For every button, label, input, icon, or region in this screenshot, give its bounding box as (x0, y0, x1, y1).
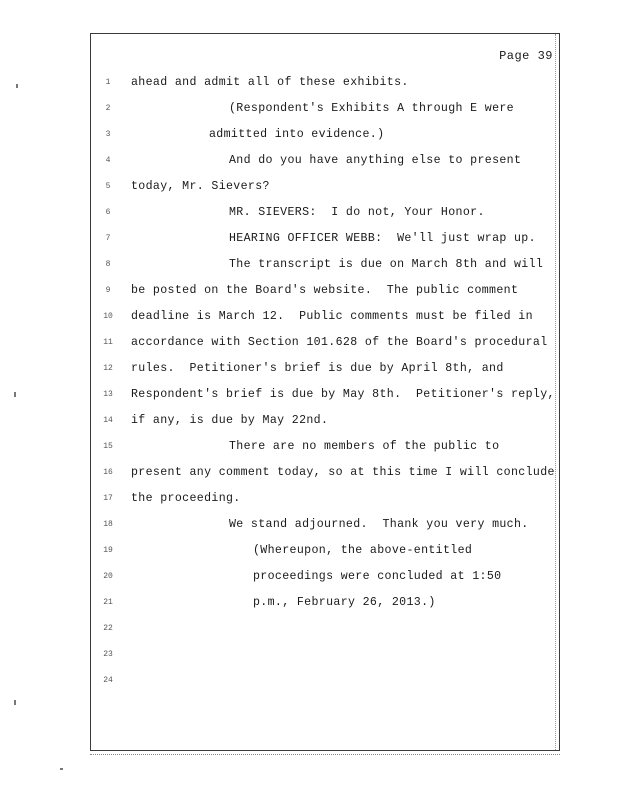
line-number: 5 (105, 182, 111, 191)
line-number: 9 (105, 286, 111, 295)
line-number: 23 (103, 650, 113, 659)
transcript-line (91, 674, 561, 690)
transcript-line (91, 154, 561, 170)
transcript-line (91, 570, 561, 586)
transcript-line (91, 336, 561, 352)
transcript-line (91, 362, 561, 378)
line-text: And do you have anything else to present (229, 154, 522, 167)
transcript-line (91, 648, 561, 664)
line-text: today, Mr. Sievers? (131, 180, 270, 193)
transcript-line (91, 258, 561, 274)
line-text: rules. Petitioner's brief is due by April 8th, and (131, 362, 504, 375)
line-text: p.m., February 26, 2013.) (253, 596, 436, 609)
line-number: 4 (105, 156, 111, 165)
transcript-line (91, 596, 561, 612)
line-text: Respondent's brief is due by May 8th. Petitioner's reply, (131, 388, 555, 401)
line-number: 22 (103, 624, 113, 633)
line-number: 24 (103, 676, 113, 685)
transcript-line (91, 466, 561, 482)
line-number: 2 (105, 104, 111, 113)
line-number: 6 (105, 208, 111, 217)
scan-speck (14, 700, 16, 705)
scan-speck (16, 84, 18, 88)
line-text: ahead and admit all of these exhibits. (131, 76, 409, 89)
transcript-line (91, 128, 561, 144)
transcript-line (91, 388, 561, 404)
scan-speck (14, 392, 16, 397)
line-text: proceedings were concluded at 1:50 (253, 570, 502, 583)
line-number: 16 (103, 468, 113, 477)
transcript-line (91, 310, 561, 326)
page-number: Page 39 (499, 49, 553, 63)
line-text: accordance with Section 101.628 of the Board's procedural (131, 336, 548, 349)
line-text: We stand adjourned. Thank you very much. (229, 518, 529, 531)
line-number: 10 (103, 312, 113, 321)
line-number: 20 (103, 572, 113, 581)
line-text: admitted into evidence.) (209, 128, 385, 141)
scan-speck (60, 768, 63, 770)
transcript-line (91, 76, 561, 92)
transcript-line (91, 414, 561, 430)
line-text: present any comment today, so at this time I will conclude (131, 466, 555, 479)
line-number: 18 (103, 520, 113, 529)
line-text: (Respondent's Exhibits A through E were (229, 102, 514, 115)
line-number: 15 (103, 442, 113, 451)
line-text: The transcript is due on March 8th and will (229, 258, 544, 271)
transcript-line (91, 206, 561, 222)
line-number: 14 (103, 416, 113, 425)
line-number: 13 (103, 390, 113, 399)
line-number: 19 (103, 546, 113, 555)
footer-rule (90, 754, 560, 755)
transcript-line (91, 102, 561, 118)
line-number: 7 (105, 234, 111, 243)
line-text: MR. SIEVERS: I do not, Your Honor. (229, 206, 485, 219)
transcript-line (91, 232, 561, 248)
transcript-line (91, 622, 561, 638)
line-number: 12 (103, 364, 113, 373)
transcript-line (91, 492, 561, 508)
line-text: deadline is March 12. Public comments must be filed in (131, 310, 533, 323)
line-number: 8 (105, 260, 111, 269)
line-number: 17 (103, 494, 113, 503)
transcript-page (90, 33, 560, 751)
transcript-line (91, 544, 561, 560)
line-text: be posted on the Board's website. The public comment (131, 284, 519, 297)
transcript-line (91, 518, 561, 534)
line-text: if any, is due by May 22nd. (131, 414, 329, 427)
transcript-line (91, 440, 561, 456)
line-text: the proceeding. (131, 492, 241, 505)
transcript-line (91, 180, 561, 196)
line-text: There are no members of the public to (229, 440, 500, 453)
line-number: 21 (103, 598, 113, 607)
line-number: 11 (103, 338, 113, 347)
line-text: (Whereupon, the above-entitled (253, 544, 473, 557)
line-number: 3 (105, 130, 111, 139)
transcript-line (91, 284, 561, 300)
line-text: HEARING OFFICER WEBB: We'll just wrap up. (229, 232, 536, 245)
line-number: 1 (105, 78, 111, 87)
